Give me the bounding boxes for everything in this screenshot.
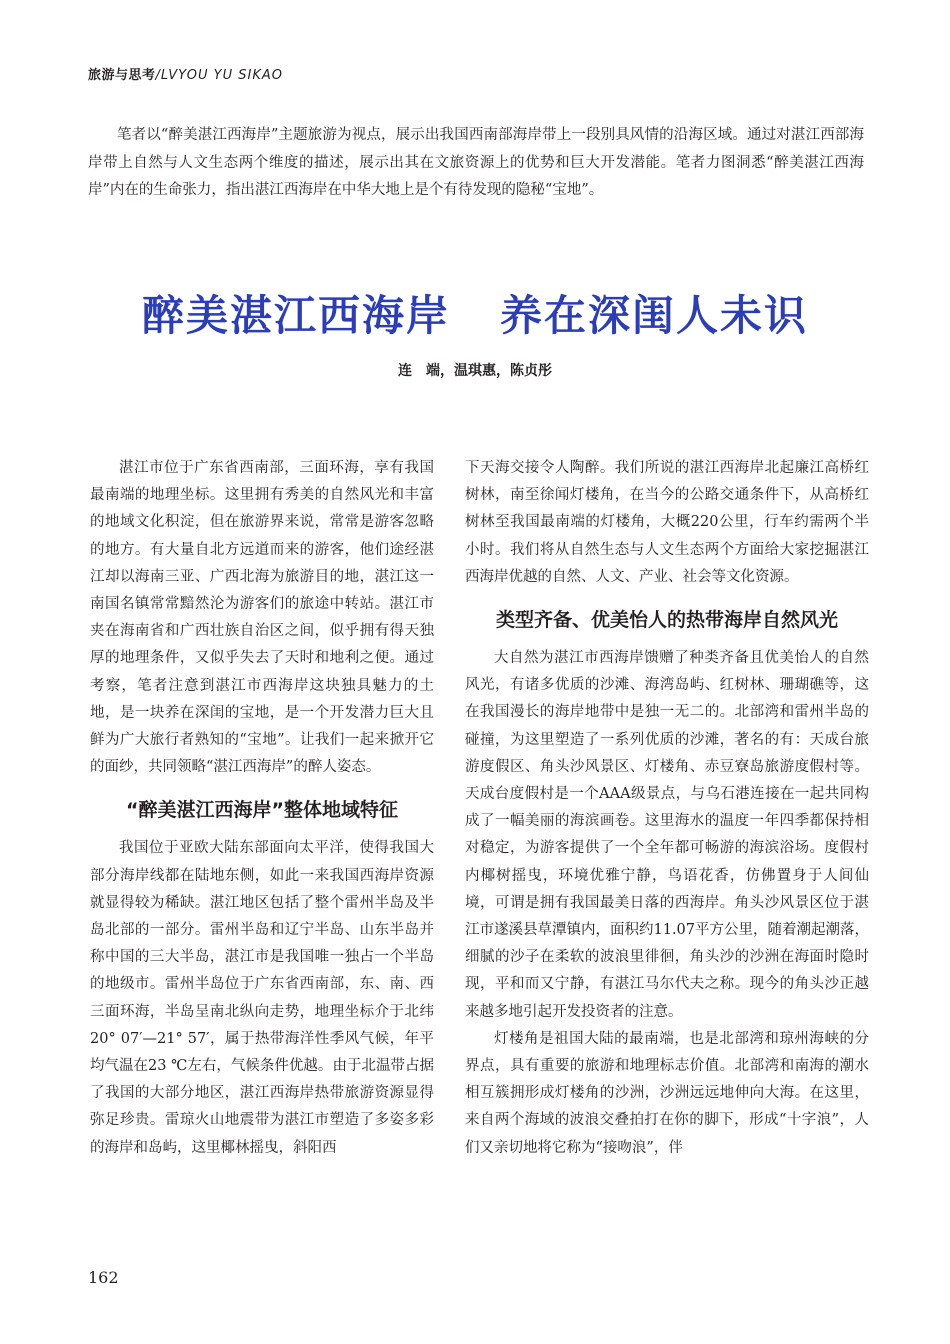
paragraph: 湛江市位于广东省西南部，三面环海，享有我国最南端的地理坐标。这里拥有秀美的自然风光和丰富的地域文化积淀，但在旅游界来说，常常是游客忽略的地方。有大量自北方远道而来的游客，他们途经湛江却以海南三亚、广西北海为旅游目的地，湛江这一南国名镇常常黯然沦为游客们的旅途中转站。湛江市夹在海南省和广西壮族自治区之间，似乎拥有得天独厚的地理条件，又似乎失去了天时和地利之便。通过考察，笔者注意到湛江市西海岸这块独具魅力的土地，是一块养在深闺的宝地，是一个开发潜力巨大且鲜为广大旅行者熟知的“宝地”。让我们一起来掀开它的面纱，共同领略“湛江西海岸”的醉人姿态。: [90, 460, 434, 776]
abstract: 笔者以“醉美湛江西海岸”主题旅游为视点，展示出我国西南部海岸带上一段别具风情的沿海区域。通过对湛江西部海岸带上自然与人文生态两个维度的描述，展示出其在文旅资源上的优势和巨大开发潜能。笔者力图洞悉“醉美湛江西海岸”内在的生命张力，指出湛江西海岸在中华大地上是个有待发现的隐秘“宝地”。: [88, 127, 864, 198]
section-heading: 类型齐备、优美怡人的热带海岸自然风光: [495, 609, 838, 632]
left-column: [90, 455, 434, 1162]
paragraph: 我国位于亚欧大陆东部面向太平洋，使得我国大部分海岸线都在陆地东侧，如此一来我国西海岸资源就显得较为稀缺。湛江地区包括了整个雷州半岛及半岛北部的一部分。雷州半岛和辽宁半岛、山东半岛并称中国的三大半岛，湛江市是我国唯一独占一个半岛的地级市。雷州半岛位于广东省西南部，东、南、西三面环海，半岛呈南北纵向走势，地理坐标介于北纬20° 07′—21° 57′，属于热带海洋性季风气候，年平均气温在23 ℃左右，气候条件优越。由于北温带占据了我国的大部分地区，湛江西海岸热带旅游资源显得弥足珍贵。雷琼火山地震带为湛江市塑造了多姿多彩的海岸和岛屿，这里椰林摇曳，斜阳西: [90, 840, 434, 1156]
section-name-cn: 旅游与思考: [88, 68, 156, 83]
paragraph: 下天海交接令人陶醉。我们所说的湛江西海岸北起廉江高桥红树林，南至徐闻灯楼角，在当今的公路交通条件下，从高桥红树林至我国最南端的灯楼角，大概220公里，行车约需两个半小时。我们将从自然生态与人文生态两个方面给大家挖掘湛江西海岸优越的自然、人文、产业、社会等文化资源。: [465, 460, 869, 585]
running-header: [88, 64, 283, 83]
article-title: [0, 283, 950, 343]
title-part-1: 醉美湛江西海岸: [141, 291, 450, 340]
right-column: [465, 455, 869, 1162]
section-name-en: /LVYOU YU SIKAO: [155, 68, 284, 83]
page-number: 162: [88, 1268, 119, 1287]
section-heading: “醉美湛江西海岸”整体地域特征: [126, 799, 398, 822]
paragraph: 大自然为湛江市西海岸馈赠了种类齐备且优美怡人的自然风光，有诸多优质的沙滩、海湾岛屿、红树林、珊瑚礁等，这在我国漫长的海岸地带中是独一无二的。北部湾和雷州半岛的碰撞，为这里塑造了一系列优质的沙滩，著名的有：天成台旅游度假区、角头沙风景区、灯楼角、赤豆寮岛旅游度假村等。天成台度假村是一个AAA级景点，与乌石港连接在一起共同构成了一幅美丽的海滨画卷。这里海水的温度一年四季都保持相对稳定，为游客提供了一个全年都可畅游的海滨浴场。度假村内椰树摇曳，环境优雅宁静，鸟语花香，仿佛置身于人间仙境，可谓是拥有我国最美日落的西海岸。角头沙风景区位于湛江市遂溪县草潭镇内，面积约11.07平方公里，随着潮起潮落，细腻的沙子在柔软的波浪里徘徊，角头沙的沙洲在海面时隐时现，平和而又宁静，有湛江马尔代夫之称。现今的角头沙正越来越多地引起开发投资者的注意。: [465, 650, 870, 1020]
paragraph: 灯楼角是祖国大陆的最南端，也是北部湾和琼州海峡的分界点，具有重要的旅游和地理标志价值。北部湾和南海的潮水相互簇拥形成灯楼角的沙洲，沙洲远远地伸向大海。在这里，来自两个海域的波浪交叠拍打在你的脚下，形成“十字浪”，人们又亲切地将它称为“接吻浪”，伴: [465, 1030, 869, 1156]
authors: 连 端，温琪惠，陈贞彤: [398, 363, 552, 379]
title-part-2: 养在深闺人未识: [500, 291, 809, 340]
